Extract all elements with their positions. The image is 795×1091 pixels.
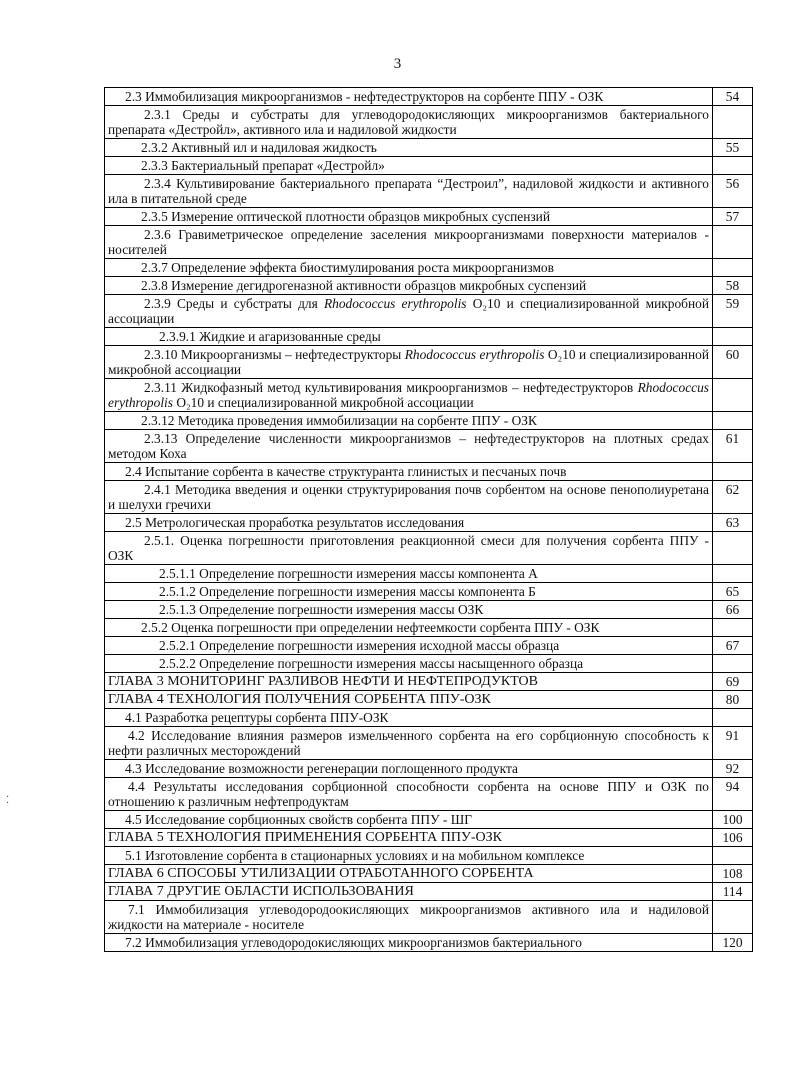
toc-entry-title: 2.3.9 Среды и субстраты для Rhodococcus erythropolis O₂10 и специализированной микробной ассоциации <box>105 295 713 328</box>
toc-entry-page: 67 <box>713 637 753 655</box>
toc-entry-page: 59 <box>713 295 753 328</box>
table-of-contents <box>104 87 753 952</box>
toc-entry-page: 55 <box>713 139 753 157</box>
toc-row <box>105 481 753 514</box>
toc-row <box>105 778 753 811</box>
toc-entry-title: 2.3.9.1 Жидкие и агаризованные среды <box>105 328 713 346</box>
toc-entry-title: ГЛАВА 6 СПОСОБЫ УТИЛИЗАЦИИ ОТРАБОТАННОГО СОРБЕНТА <box>105 865 713 883</box>
toc-entry-title: 2.5.2.2 Определение погрешности измерения массы насыщенного образца <box>105 655 713 673</box>
toc-entry-page <box>713 619 753 637</box>
toc-entry-title: 2.3.4 Культивирование бактериального препарата “Дестроил”, надиловой жидкости и активного ила в питательной среде <box>105 175 713 208</box>
toc-entry-title: 2.5.1.2 Определение погрешности измерения массы компонента Б <box>105 583 713 601</box>
toc-entry-page <box>713 565 753 583</box>
toc-entry-title: 2.3.12 Методика проведения иммобилизации на сорбенте ППУ - ОЗК <box>105 412 713 430</box>
toc-entry-page <box>713 157 753 175</box>
toc-entry-title: 2.3.8 Измерение дегидрогеназной активности образцов микробных суспензий <box>105 277 713 295</box>
toc-entry-title: 2.3.1 Среды и субстраты для углеводородокисляющих микроорганизмов бактериального препарата «Дестройл», активного ила и надиловой жидкости <box>105 106 713 139</box>
toc-row <box>105 208 753 226</box>
toc-row <box>105 847 753 865</box>
toc-row <box>105 277 753 295</box>
toc-row <box>105 811 753 829</box>
toc-row <box>105 601 753 619</box>
toc-entry-title: 4.3 Исследование возможности регенерации поглощенного продукта <box>105 760 713 778</box>
toc-entry-page: 66 <box>713 601 753 619</box>
toc-entry-page: 100 <box>713 811 753 829</box>
toc-entry-page: 80 <box>713 691 753 709</box>
page-number: 3 <box>393 56 402 72</box>
toc-entry-page <box>713 901 753 934</box>
toc-entry-page: 54 <box>713 88 753 106</box>
toc-row <box>105 655 753 673</box>
toc-entry-page <box>713 847 753 865</box>
toc-row <box>105 259 753 277</box>
species-name: Rhodococcus erythropolis <box>323 296 467 311</box>
toc-entry-page: 57 <box>713 208 753 226</box>
margin-mark: ⁚ <box>6 795 10 806</box>
toc-entry-page <box>713 259 753 277</box>
toc-entry-title: 2.5.2 Оценка погрешности при определении нефтеемкости сорбента ППУ - ОЗК <box>105 619 713 637</box>
toc-row <box>105 637 753 655</box>
toc-entry-page: 58 <box>713 277 753 295</box>
toc-entry-page: 94 <box>713 778 753 811</box>
toc-row <box>105 139 753 157</box>
toc-entry-title: 2.3 Иммобилизация микроорганизмов - нефтедеструкторов на сорбенте ППУ - ОЗК <box>105 88 713 106</box>
toc-row <box>105 463 753 481</box>
toc-entry-page: 69 <box>713 673 753 691</box>
toc-entry-title: ГЛАВА 3 МОНИТОРИНГ РАЗЛИВОВ НЕФТИ И НЕФТЕПРОДУКТОВ <box>105 673 713 691</box>
toc-entry-page: 62 <box>713 481 753 514</box>
toc-entry-title: 2.3.10 Микроорганизмы – нефтедеструкторы Rhodococcus erythropolis O₂10 и специализированной микробной ассоциации <box>105 346 713 379</box>
toc-entry-title: ГЛАВА 4 ТЕХНОЛОГИЯ ПОЛУЧЕНИЯ СОРБЕНТА ППУ-ОЗК <box>105 691 713 709</box>
toc-row <box>105 226 753 259</box>
toc-entry-title: 4.5 Исследование сорбционных свойств сорбента ППУ - ШГ <box>105 811 713 829</box>
toc-entry-title: 2.3.13 Определение численности микроорганизмов – нефтедеструкторов на плотных средах методом Коха <box>105 430 713 463</box>
toc-entry-page <box>713 379 753 412</box>
toc-row <box>105 934 753 952</box>
toc-row <box>105 328 753 346</box>
toc-entry-title: 4.4 Результаты исследования сорбционной способности сорбента на основе ППУ и ОЗК по отношению к различным нефтепродуктам <box>105 778 713 811</box>
toc-row <box>105 565 753 583</box>
toc-row <box>105 379 753 412</box>
toc-row <box>105 88 753 106</box>
toc-entry-page: 60 <box>713 346 753 379</box>
toc-row <box>105 883 753 901</box>
toc-row <box>105 583 753 601</box>
toc-row <box>105 673 753 691</box>
toc-row <box>105 295 753 328</box>
toc-entry-title: 2.5 Метрологическая проработка результатов исследования <box>105 514 713 532</box>
toc-entry-title: 5.1 Изготовление сорбента в стационарных условиях и на мобильном комплексе <box>105 847 713 865</box>
toc-entry-title: 2.5.1.3 Определение погрешности измерения массы ОЗК <box>105 601 713 619</box>
toc-entry-page <box>713 655 753 673</box>
toc-entry-title: 2.3.5 Измерение оптической плотности образцов микробных суспензий <box>105 208 713 226</box>
toc-row <box>105 157 753 175</box>
toc-row <box>105 412 753 430</box>
toc-entry-title: 2.5.1.1 Определение погрешности измерения массы компонента А <box>105 565 713 583</box>
toc-entry-title: 2.3.11 Жидкофазный метод культивирования микроорганизмов – нефтедеструкторов Rhodococcus erythropolis O₂10 и специализированной микробной ассоциации <box>105 379 713 412</box>
toc-entry-page: 91 <box>713 727 753 760</box>
toc-entry-page: 92 <box>713 760 753 778</box>
toc-entry-title: 2.4.1 Методика введения и оценки структурирования почв сорбентом на основе пенополиуретана и шелухи гречихи <box>105 481 713 514</box>
toc-entry-title: ГЛАВА 5 ТЕХНОЛОГИЯ ПРИМЕНЕНИЯ СОРБЕНТА ППУ-ОЗК <box>105 829 713 847</box>
toc-entry-title: 2.4 Испытание сорбента в качестве структуранта глинистых и песчаных почв <box>105 463 713 481</box>
toc-row <box>105 709 753 727</box>
toc-row <box>105 691 753 709</box>
toc-entry-title: 4.2 Исследование влияния размеров измельченного сорбента на его сорбционную способность к нефти различных месторождений <box>105 727 713 760</box>
toc-entry-title: 2.3.2 Активный ил и надиловая жидкость <box>105 139 713 157</box>
toc-entry-title: ГЛАВА 7 ДРУГИЕ ОБЛАСТИ ИСПОЛЬЗОВАНИЯ <box>105 883 713 901</box>
toc-row <box>105 346 753 379</box>
toc-row <box>105 829 753 847</box>
toc-entry-page: 106 <box>713 829 753 847</box>
toc-entry-title: 7.2 Иммобилизация углеводородокисляющих микроорганизмов бактериального <box>105 934 713 952</box>
toc-entry-title: 7.1 Иммобилизация углеводородоокисляющих микроорганизмов активного ила и надиловой жидкости на материале - носителе <box>105 901 713 934</box>
toc-entry-page: 114 <box>713 883 753 901</box>
toc-entry-page: 108 <box>713 865 753 883</box>
toc-entry-page: 65 <box>713 583 753 601</box>
toc-row <box>105 430 753 463</box>
toc-row <box>105 532 753 565</box>
toc-row <box>105 865 753 883</box>
species-name: Rhodococcus erythropolis <box>108 380 709 410</box>
toc-body <box>105 88 753 952</box>
toc-entry-page <box>713 106 753 139</box>
toc-row <box>105 106 753 139</box>
toc-entry-title: 2.5.2.1 Определение погрешности измерения исходной массы образца <box>105 637 713 655</box>
toc-entry-title: 4.1 Разработка рецептуры сорбента ППУ-ОЗК <box>105 709 713 727</box>
toc-entry-page: 120 <box>713 934 753 952</box>
toc-entry-page <box>713 412 753 430</box>
toc-entry-page <box>713 328 753 346</box>
toc-row <box>105 514 753 532</box>
toc-row <box>105 619 753 637</box>
toc-entry-page <box>713 226 753 259</box>
toc-row <box>105 175 753 208</box>
toc-entry-page: 56 <box>713 175 753 208</box>
toc-row <box>105 760 753 778</box>
toc-row <box>105 727 753 760</box>
toc-entry-page <box>713 532 753 565</box>
toc-entry-page: 63 <box>713 514 753 532</box>
toc-row <box>105 901 753 934</box>
toc-entry-title: 2.3.3 Бактериальный препарат «Дестройл» <box>105 157 713 175</box>
toc-entry-title: 2.5.1. Оценка погрешности приготовления реакционной смеси для получения сорбента ППУ - ОЗК <box>105 532 713 565</box>
species-name: Rhodococcus erythropolis <box>404 347 545 362</box>
toc-entry-title: 2.3.7 Определение эффекта биостимулирования роста микроорганизмов <box>105 259 713 277</box>
toc-entry-page <box>713 463 753 481</box>
toc-entry-page: 61 <box>713 430 753 463</box>
toc-entry-title: 2.3.6 Гравиметрическое определение заселения микроорганизмами поверхности материалов - носителей <box>105 226 713 259</box>
toc-entry-page <box>713 709 753 727</box>
